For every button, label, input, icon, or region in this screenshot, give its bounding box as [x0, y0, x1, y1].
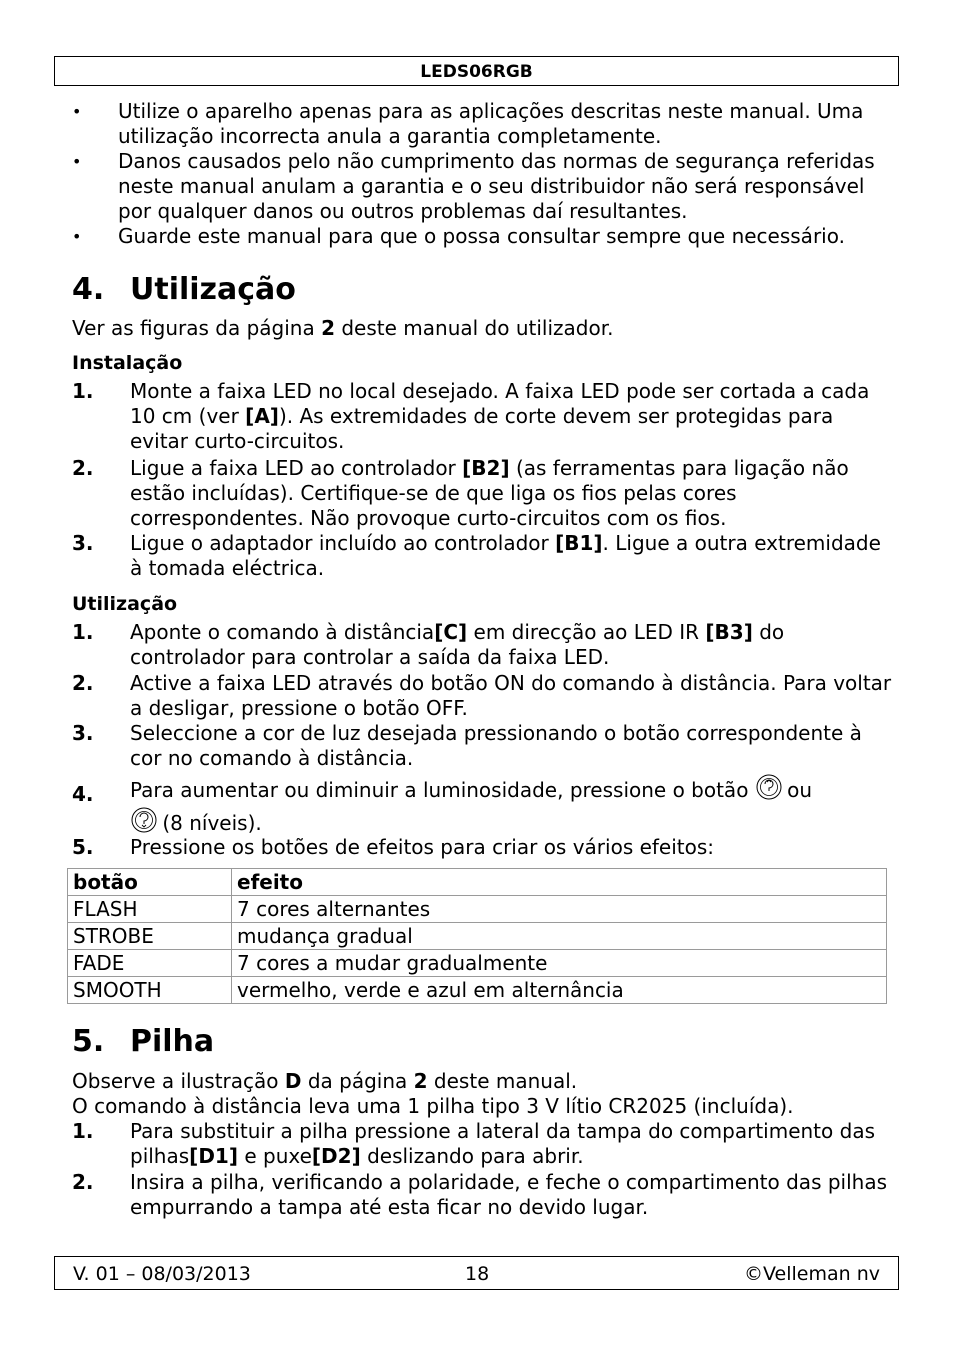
step-number: 2. — [72, 1170, 94, 1194]
usage-step-5 — [72, 835, 892, 860]
brightness-down-icon — [130, 806, 156, 832]
step-number: 3. — [72, 721, 94, 745]
table-cell: FLASH — [68, 896, 232, 923]
table-row — [68, 950, 887, 977]
bullet-icon: • — [72, 102, 82, 121]
footer-page-number: 18 — [465, 1263, 490, 1285]
safety-bullet-list — [0, 99, 954, 249]
section-number: 4. — [72, 272, 105, 307]
section-4-heading — [72, 272, 296, 308]
step-text: Pressione os botões de efeitos para criar os vários efeitos: — [130, 835, 715, 859]
column-header: efeito — [232, 869, 887, 896]
table-header-row — [68, 869, 887, 896]
battery-step-1 — [72, 1119, 892, 1169]
step-number: 1. — [72, 379, 94, 403]
usage-step-4 — [72, 773, 892, 839]
footer-version: V. 01 – 08/03/2013 — [73, 1263, 251, 1285]
install-step-1 — [72, 379, 892, 454]
step-number: 5. — [72, 835, 94, 859]
step-text: Monte a faixa LED no local desejado. A faixa LED pode ser cortada a cada 10 cm (ver [A]). As extremidades de corte devem ser protegidas para evitar curto-circuitos. — [130, 379, 870, 453]
table-cell: mudança gradual — [232, 923, 887, 950]
section-number: 5. — [72, 1024, 105, 1059]
bullet-text: Danos causados pelo não cumprimento das normas de segurança referidas neste manual anulam a garantia e o seu distribuidor não será responsável por qualquer danos ou outros problemas daí resultantes. — [118, 149, 875, 223]
section-4-intro — [72, 316, 892, 341]
installation-heading: Instalação — [72, 352, 183, 374]
brightness-up-icon — [755, 773, 781, 799]
section-5-heading — [72, 1024, 214, 1060]
step-number: 3. — [72, 531, 94, 555]
step-text: Insira a pilha, verificando a polaridade, e feche o compartimento das pilhas empurrando a tampa até esta ficar no devido lugar. — [130, 1170, 888, 1219]
table-cell: STROBE — [68, 923, 232, 950]
bullet-icon: • — [72, 152, 82, 171]
step-text: Aponte o comando à distância[C] em direcção ao LED IR [B3] do controlador para controlar a saída da faixa LED. — [130, 620, 785, 669]
intro-page-ref: 2 — [321, 316, 335, 340]
usage-step-2 — [72, 671, 892, 721]
page-footer — [54, 1256, 899, 1290]
column-header: botão — [68, 869, 232, 896]
footer-copyright: ©Velleman nv — [744, 1263, 880, 1285]
table-cell: FADE — [68, 950, 232, 977]
step-number: 2. — [72, 456, 94, 480]
intro-text-end: deste manual do utilizador. — [335, 316, 614, 340]
list-item — [0, 149, 898, 224]
install-step-3 — [72, 531, 892, 581]
section-5-intro-2: O comando à distância leva uma 1 pilha tipo 3 V lítio CR2025 (incluída). — [72, 1094, 794, 1118]
table-row — [68, 977, 887, 1004]
table-row — [68, 896, 887, 923]
header-model-box — [54, 56, 899, 86]
bullet-icon: • — [72, 227, 82, 246]
intro-text: Ver as figuras da página — [72, 316, 322, 340]
effects-table — [67, 868, 887, 1004]
step-text: Ligue a faixa LED ao controlador [B2] (as ferramentas para ligação não estão incluídas). Certifique-se de que liga os fios pelas cores correspondentes. Não provoque curto-circuitos com os fios. — [130, 456, 849, 530]
step-number: 1. — [72, 620, 94, 644]
section-title: Utilização — [130, 272, 296, 307]
battery-step-2 — [72, 1170, 892, 1220]
step-number: 2. — [72, 671, 94, 695]
table-cell: SMOOTH — [68, 977, 232, 1004]
bullet-text: Guarde este manual para que o possa consultar sempre que necessário. — [118, 224, 845, 248]
model-code: LEDS06RGB — [420, 62, 533, 82]
step-text: Ligue o adaptador incluído ao controlador [B1]. Ligue a outra extremidade à tomada eléctrica. — [130, 531, 881, 580]
list-item — [0, 224, 898, 249]
step-text: Para substituir a pilha pressione a lateral da tampa do compartimento das pilhas[D1] e puxe[D2] deslizando para abrir. — [130, 1119, 875, 1168]
install-step-2 — [72, 456, 892, 531]
table-cell: vermelho, verde e azul em alternância — [232, 977, 887, 1004]
usage-step-3 — [72, 721, 892, 771]
section-5-intro-1: Observe a ilustração D da página 2 deste manual. — [72, 1069, 578, 1093]
step-text: Para aumentar ou diminuir a luminosidade, pressione o botão ou (8 níveis). — [130, 773, 892, 839]
step-text: Active a faixa LED através do botão ON do comando à distância. Para voltar a desligar, pressione o botão OFF. — [130, 671, 892, 720]
step-number: 4. — [72, 782, 94, 806]
table-row — [68, 923, 887, 950]
table-cell: 7 cores alternantes — [232, 896, 887, 923]
list-item — [0, 99, 898, 149]
section-title: Pilha — [130, 1024, 215, 1059]
usage-step-1 — [72, 620, 892, 670]
bullet-text: Utilize o aparelho apenas para as aplicações descritas neste manual. Uma utilização incorrecta anula a garantia completamente. — [118, 99, 864, 148]
table-cell: 7 cores a mudar gradualmente — [232, 950, 887, 977]
step-text: Seleccione a cor de luz desejada pressionando o botão correspondente à cor no comando à distância. — [130, 721, 862, 770]
step-number: 1. — [72, 1119, 94, 1143]
usage-heading: Utilização — [72, 593, 178, 615]
